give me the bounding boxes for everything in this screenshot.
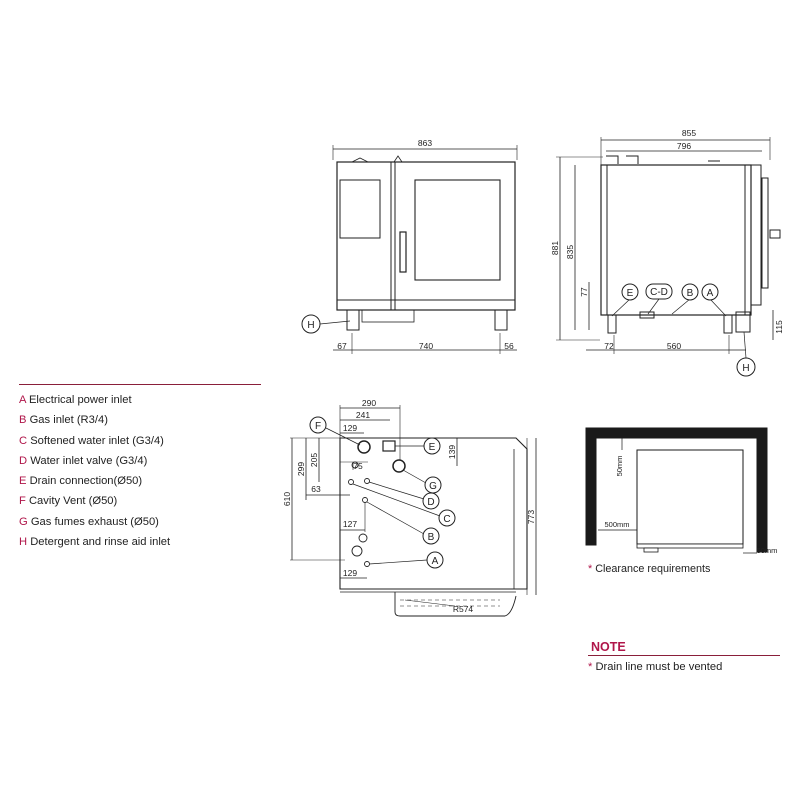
legend-item [19, 512, 261, 532]
top-75-dim: 75 [353, 461, 363, 471]
legend-item-text: Cavity Vent (Ø50) [28, 495, 118, 508]
legend-item [19, 431, 261, 451]
legend-item-text: Electrical power inlet [28, 394, 132, 406]
callout-e-side-label: E [626, 288, 634, 299]
front-view [320, 145, 517, 354]
side-560-dim: 560 [666, 341, 682, 351]
front-width-dim: 863 [417, 138, 433, 148]
top-290-dim: 290 [361, 398, 377, 408]
legend-item-code: H [19, 536, 28, 549]
callout-b-side-label: B [686, 288, 694, 299]
top-r574-dim: R574 [452, 604, 474, 614]
note-text-value: Drain line must be vented [595, 661, 723, 673]
clearance-caption-text: Clearance requirements [595, 563, 711, 575]
callout-b-top-label: B [427, 532, 435, 543]
legend-item [19, 471, 261, 491]
legend-item-text: Water inlet valve (G3/4) [30, 454, 148, 467]
side-body-dim: 835 [565, 244, 575, 260]
callout-e-top-label: E [428, 442, 436, 453]
side-height-dim: 881 [550, 240, 560, 256]
callout-f-top-label: F [314, 421, 322, 432]
legend-item [19, 410, 261, 430]
legend-item-text: Softened water inlet (G3/4) [30, 434, 164, 447]
front-mid-dim: 740 [418, 341, 434, 351]
legend-item-code: B [19, 414, 27, 427]
top-139-dim: 139 [447, 444, 457, 460]
callout-d-top-label: D [427, 497, 435, 508]
top-241-dim: 241 [355, 410, 371, 420]
callout-g-top-label: G [429, 481, 437, 492]
side-77-dim: 77 [579, 287, 589, 297]
legend-item-text: Gas inlet (R3/4) [29, 414, 108, 427]
clearance-top-label: 50mm [615, 455, 624, 477]
callout-c-top-label: C [443, 514, 451, 525]
legend-item-text: Drain connection(Ø50) [29, 475, 143, 488]
side-115-dim: 115 [774, 320, 784, 334]
legend-item [19, 451, 261, 471]
connections-legend [19, 384, 261, 552]
legend-item-code: G [19, 515, 28, 528]
top-view [290, 405, 536, 616]
top-129-top-dim: 129 [342, 423, 358, 433]
clearance-caption [588, 563, 710, 575]
side-72-dim: 72 [604, 341, 614, 351]
callout-a-top-label: A [431, 556, 439, 567]
legend-item-text: Detergent and rinse aid inlet [30, 536, 171, 549]
clearance-diagram [586, 428, 767, 553]
front-left-dim: 67 [337, 341, 347, 351]
asterisk-icon: * [588, 563, 593, 575]
top-205-dim: 205 [309, 452, 319, 468]
callout-h-side-label: H [742, 363, 750, 374]
top-127-dim: 127 [342, 519, 358, 529]
side-view [556, 137, 780, 358]
callout-a-side-label: A [706, 288, 714, 299]
clearance-right-label: 50mm [756, 546, 778, 555]
clearance-left-label: 500mm [604, 520, 630, 529]
note-divider [588, 655, 780, 656]
legend-item [19, 532, 261, 552]
top-773-dim: 773 [526, 509, 536, 525]
legend-item-code: A [19, 394, 26, 406]
top-63-dim: 63 [311, 484, 321, 494]
legend-item [19, 390, 261, 410]
top-299-dim: 299 [296, 461, 306, 477]
note-title: NOTE [591, 640, 626, 654]
legend-item-code: F [19, 495, 26, 508]
legend-item-text: Gas fumes exhaust (Ø50) [30, 515, 159, 528]
top-610-dim: 610 [282, 491, 292, 507]
legend-item-code: D [19, 454, 28, 467]
callout-h-front-label: H [307, 320, 315, 331]
top-129-bottom-dim: 129 [342, 568, 358, 578]
legend-item-code: E [19, 475, 27, 488]
front-right-dim: 56 [504, 341, 514, 351]
asterisk-icon: * [588, 661, 593, 673]
legend-item [19, 491, 261, 511]
side-width-dim: 855 [681, 128, 697, 138]
side-inner-dim: 796 [676, 141, 692, 151]
legend-item-code: C [19, 434, 28, 447]
callout-cd-side-label: C-D [650, 287, 668, 298]
note-text [588, 661, 722, 673]
